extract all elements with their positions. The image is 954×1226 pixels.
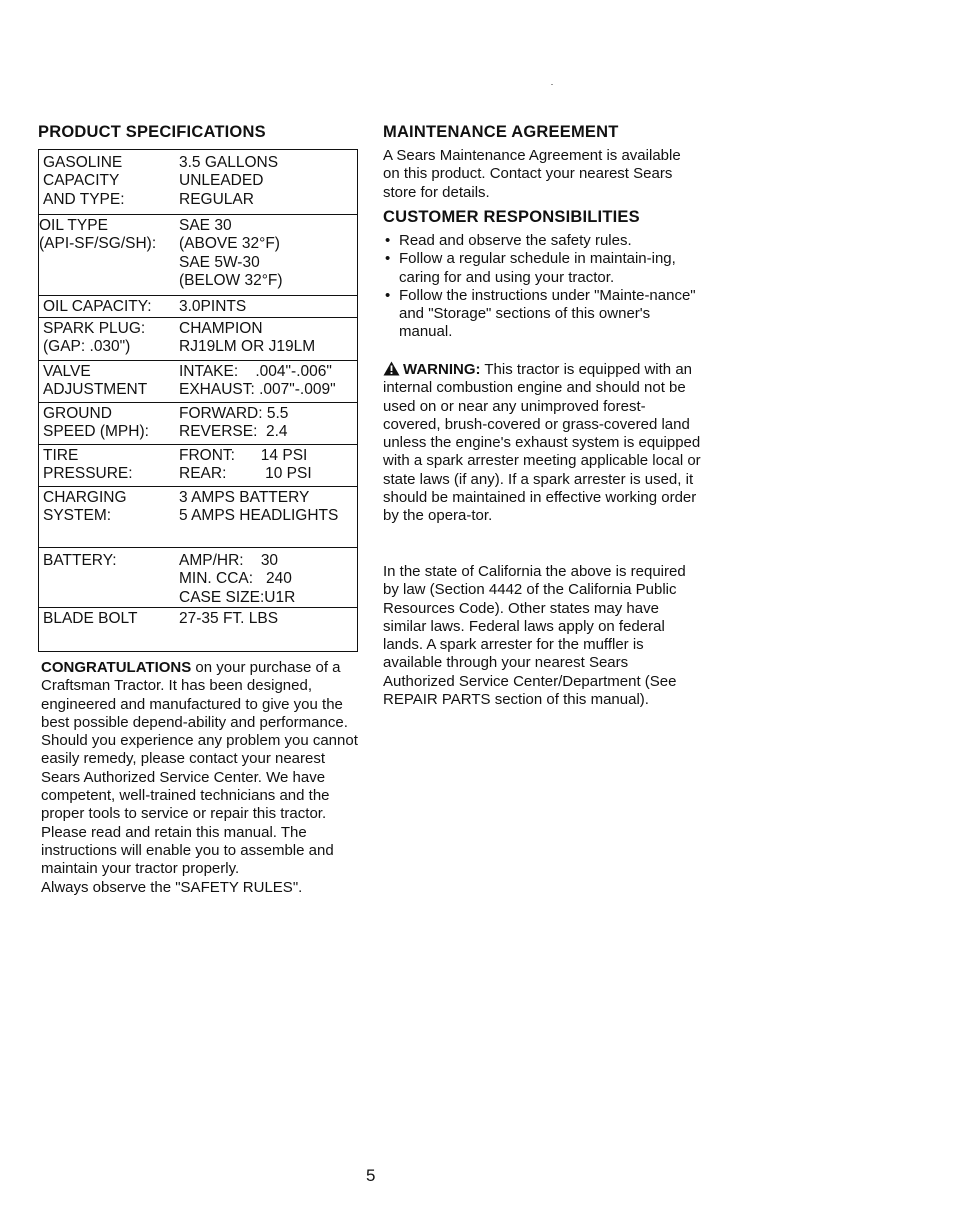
- list-item: [383, 250, 703, 287]
- list-item: [383, 232, 703, 250]
- spec-row-charging-system: [39, 486, 357, 547]
- spec-value: 3.5 GALLONS UNLEADED REGULAR: [179, 154, 279, 208]
- spec-row-valve-adjustment: [39, 360, 357, 402]
- specifications-table: [38, 149, 358, 652]
- retain-manual-paragraph: Please read and retain this manual. The instructions will enable you to assemble and maintain your tractor properly.: [41, 823, 334, 878]
- safety-rules-paragraph: Always observe the "SAFETY RULES".: [41, 878, 303, 896]
- california-section: [383, 563, 701, 709]
- spec-value: 3 AMPS BATTERY 5 AMPS HEADLIGHTS: [179, 489, 339, 525]
- congratulations-paragraph: [41, 659, 361, 732]
- spec-label: SPARK PLUG: (GAP: .030"): [43, 320, 146, 356]
- maintenance-agreement-body: [383, 147, 701, 202]
- spec-value: INTAKE: .004"-.006" EXHAUST: .007"-.009": [179, 363, 336, 399]
- warning-paragraph: [383, 361, 701, 526]
- spec-label: OIL CAPACITY:: [43, 298, 152, 315]
- warning-section: [383, 361, 701, 526]
- customer-responsibilities-heading: CUSTOMER RESPONSIBILITIES: [383, 208, 640, 226]
- spec-row-tire-pressure: [39, 444, 357, 486]
- page-number: 5: [366, 1166, 376, 1185]
- spec-row-gasoline: [39, 154, 357, 216]
- congratulations-lead: CONGRATULATIONS: [41, 659, 192, 676]
- list-item-text: Follow a regular schedule in maintain-ing, caring for and using your tractor.: [399, 250, 676, 286]
- spec-label: BLADE BOLT: [43, 610, 138, 627]
- bullet-icon: •: [385, 286, 391, 304]
- congratulations-section: [41, 659, 361, 897]
- product-specifications-heading: PRODUCT SPECIFICATIONS: [38, 123, 266, 141]
- spec-row-battery: [39, 547, 357, 607]
- spec-value: 3.0PINTS: [179, 298, 247, 315]
- scan-speck: [551, 84, 553, 85]
- bullet-icon: •: [385, 232, 391, 249]
- maintenance-agreement-heading: MAINTENANCE AGREEMENT: [383, 123, 619, 141]
- spec-label: BATTERY:: [43, 552, 117, 569]
- spec-row-ground-speed: [39, 402, 357, 444]
- list-item-text: Read and observe the safety rules.: [399, 232, 632, 249]
- congratulations-text: on your purchase of a Craftsman Tractor. It has been designed, engineered and manufactured to give you the best possible depend-ability and performance.: [41, 659, 348, 731]
- spec-label: CHARGING SYSTEM:: [43, 489, 127, 525]
- spec-value: AMP/HR: 30 MIN. CCA: 240 CASE SIZE:U1R: [179, 552, 296, 606]
- spec-row-blade-bolt: [39, 607, 357, 652]
- spec-label: TIRE PRESSURE:: [43, 447, 133, 483]
- california-paragraph: In the state of California the above is required by law (Section 4442 of the California Public Resources Code). Other states may have similar laws. Federal laws apply on federal lands. A spark arrester for the muffler is available through your nearest Sears Authorized Service Center/Department (See REPAIR PARTS section of this manual).: [383, 563, 686, 709]
- spec-label: VALVE ADJUSTMENT: [43, 363, 148, 399]
- spec-row-spark-plug: [39, 317, 357, 360]
- responsibilities-list: [383, 232, 703, 342]
- spec-value: SAE 30 (ABOVE 32°F) SAE 5W-30 (BELOW 32°F): [179, 217, 283, 289]
- spec-value: FORWARD: 5.5 REVERSE: 2.4: [179, 405, 289, 441]
- warning-text: This tractor is equipped with an internal combustion engine and should not be used on or near any unimproved forest-covered, brush-covered or grass-covered land unless the engine's exhaust system is equipped with a spark arrester meeting applicable local or state laws (if any). If a spark arrester is used, it should be maintained in effective working order by the opera-tor.: [383, 361, 701, 525]
- spec-label: GROUND SPEED (MPH):: [43, 405, 149, 441]
- maintenance-agreement-text: A Sears Maintenance Agreement is available on this product. Contact your nearest Sears store for details.: [383, 147, 681, 201]
- list-item-text: Follow the instructions under "Mainte-nance" and "Storage" sections of this owner's manual.: [399, 286, 696, 341]
- bullet-icon: •: [385, 250, 391, 268]
- spec-label: OIL TYPE (API-SF/SG/SH):: [39, 217, 157, 253]
- spec-label: GASOLINE CAPACITY AND TYPE:: [43, 154, 125, 208]
- service-paragraph: Should you experience any problem you cannot easily remedy, please contact your nearest Sears Authorized Service Center. We have competent, well-trained technicians and the proper tools to service or repair this tractor.: [41, 732, 358, 823]
- warning-triangle-icon: [383, 361, 400, 376]
- spec-value: 27-35 FT. LBS: [179, 610, 279, 627]
- spec-row-oil-capacity: [39, 295, 357, 318]
- spec-value: CHAMPION RJ19LM OR J19LM: [179, 320, 316, 356]
- warning-label: WARNING:: [403, 361, 481, 378]
- list-item: [383, 287, 703, 342]
- spec-value: FRONT: 14 PSI REAR: 10 PSI: [179, 447, 312, 483]
- spec-row-oil-type: [39, 214, 357, 295]
